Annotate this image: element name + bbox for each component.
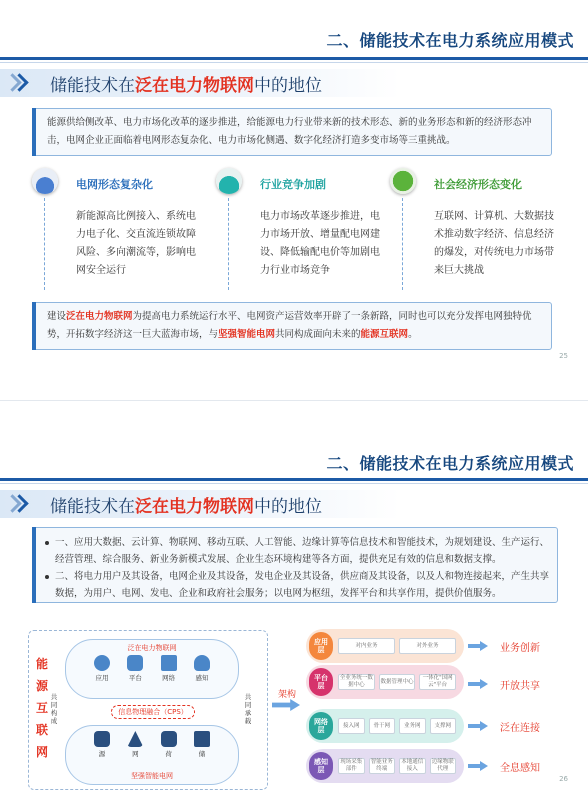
- intro-box: [32, 108, 552, 156]
- challenge-column-industry: [216, 168, 386, 296]
- subtitle-banner: [0, 490, 400, 518]
- conclusion-text: 建设泛在电力物联网为提高电力系统运行水平、电网资产运营效率开辟了一条新路，同时也可以充分发挥电网独特优势，开拓数字经济这一巨大蓝海市场，与坚强智能电网共同构成面向未来的能源互联网。: [47, 311, 532, 340]
- side-label-left: 共同构成: [50, 693, 58, 725]
- box-accent-bar: [32, 108, 36, 156]
- challenge-column-grid: [32, 168, 202, 296]
- points-box: [32, 527, 558, 603]
- double-chevron-icon: [6, 69, 30, 97]
- challenge-title: 行业竞争加剧: [260, 178, 326, 191]
- challenge-text: 电力市场改革逐步推进，电力市场开放、增量配电网建设、降低输配电价等加剧电力行业市场竞争: [260, 211, 380, 276]
- dashed-divider: [402, 198, 403, 290]
- challenge-text: 新能源高比例接入、系统电力电子化、交直流连锁故障风险、多向潮流等，影响电网安全运行: [76, 211, 196, 276]
- challenge-text: 互联网、计算机、大数据技术推动数字经济、信息经济的爆发，对传统电力市场带来巨大挑战: [434, 211, 554, 276]
- subtitle: 储能技术在泛在电力物联网中的地位: [50, 75, 322, 96]
- energy-internet-label: 能 源 互 联 网: [35, 657, 48, 759]
- arrow-right-icon: [468, 679, 488, 689]
- page-number: 26: [559, 775, 568, 783]
- load-icon: 荷: [153, 731, 185, 758]
- title-divider: [0, 478, 588, 481]
- app-icon: 应用: [86, 655, 118, 682]
- layer-perception: 感知层 现场采集部件 智能业务终端 本地通信接入 边缘物联代理: [306, 749, 464, 783]
- subtitle-banner: [0, 69, 400, 97]
- storage-icon: 储: [186, 731, 218, 758]
- iot-icons: [86, 655, 218, 682]
- architecture-label: 架构: [278, 690, 297, 700]
- arrow-right-icon: [468, 641, 488, 651]
- platform-icon: 平台: [119, 655, 151, 682]
- outcome-perception: 全息感知: [468, 758, 540, 774]
- iot-platform: [65, 639, 239, 699]
- challenge-column-economy: [390, 168, 560, 296]
- outcome-open: 开放共享: [468, 676, 540, 692]
- source-icon: 源: [86, 731, 118, 758]
- iot-label: 泛在电力物联网: [127, 644, 177, 652]
- challenge-title: 电网形态复杂化: [76, 178, 153, 191]
- bullet-point: 一、应用大数据、云计算、物联网、移动互联、人工智能、边缘计算等信息技术和智能技术，为规划建设、生产运行、经营管理、综合服务、新业务新模式发展、企业生态环境构建等各方面，提供充足有效的信息和数据支撑。: [45, 534, 549, 568]
- section-title: 二、储能技术在电力系统应用模式: [326, 31, 574, 50]
- architecture-diagram: [28, 630, 268, 790]
- layer-network: 网络层 接入网 骨干网 业务网 支撑网: [306, 709, 464, 743]
- network-icon: 网络: [153, 655, 185, 682]
- bullet-point: 二、将电力用户及其设备，电网企业及其设备，发电企业及其设备，供应商及其设备，以及人和物连接起来，产生共享数据，为用户、电网、发电、企业和政府社会服务；以电网为枢纽，发挥平台和共享作用，提供价值服务。: [45, 568, 549, 602]
- page-number: 25: [559, 352, 568, 360]
- grid-label: 坚强智能电网: [131, 772, 173, 780]
- box-accent-bar: [32, 527, 36, 603]
- arrow-right-icon: [468, 761, 488, 771]
- slide-26: [0, 400, 588, 800]
- grid-tower-icon: 网: [119, 731, 151, 758]
- cps-label: 信息物理融合（CPS）: [111, 705, 195, 719]
- conclusion-box: [32, 302, 552, 350]
- layer-application: 应用层 对内业务 对外业务: [306, 629, 464, 663]
- grid-icons: [86, 731, 218, 758]
- subtitle: 储能技术在泛在电力物联网中的地位: [50, 496, 322, 517]
- green-ball-icon: [390, 168, 416, 194]
- outcome-connect: 泛在连接: [468, 718, 540, 734]
- dashed-divider: [228, 198, 229, 290]
- box-accent-bar: [32, 302, 36, 350]
- intro-text: 能源供给侧改革、电力市场化改革的逐步推进，给能源电力行业带来新的技术形态、新的业务形态和新的经济形态冲击，电网企业正面临着电网形态复杂化、电力市场化侧遇、数字化经济打造多变市场等三重挑战。: [47, 117, 532, 146]
- section-title: 二、储能技术在电力系统应用模式: [326, 454, 574, 473]
- arrow-right-icon: [468, 721, 488, 731]
- side-label-right: 共同承载: [244, 693, 252, 725]
- smart-grid: [65, 725, 239, 785]
- title-divider: [0, 57, 588, 60]
- outcome-business: 业务创新: [468, 638, 540, 654]
- dashed-divider: [44, 198, 45, 290]
- blue-bowl-icon: [32, 168, 58, 194]
- double-chevron-icon: [6, 490, 30, 518]
- sensor-icon: 感知: [186, 655, 218, 682]
- layer-platform: 平台层 全业务统一数据中心 数据管理中心 一体化"国网云"平台: [306, 665, 464, 699]
- challenge-title: 社会经济形态变化: [434, 178, 522, 191]
- arrow-right-icon: [272, 699, 300, 711]
- teal-bowl-icon: [216, 168, 242, 194]
